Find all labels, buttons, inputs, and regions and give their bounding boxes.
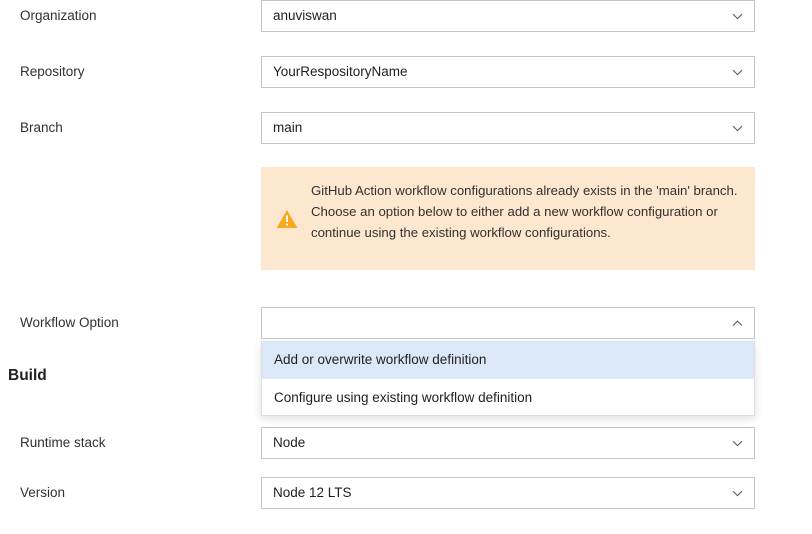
- chevron-down-icon[interactable]: [730, 1, 744, 31]
- form-row-version: [0, 477, 812, 509]
- label-version: Version: [20, 485, 66, 500]
- workflow-option-dropdown[interactable]: [261, 307, 755, 339]
- chevron-down-icon[interactable]: [730, 478, 744, 508]
- version-value: Node 12 LTS: [273, 485, 352, 500]
- branch-value: main: [273, 120, 303, 135]
- branch-dropdown[interactable]: [261, 112, 755, 144]
- form-row-runtime-stack: [0, 427, 812, 459]
- dropdown-option-add-or-overwrite[interactable]: Add or overwrite workflow definition: [262, 341, 754, 378]
- label-runtime-stack: Runtime stack: [20, 435, 106, 450]
- runtime-stack-value: Node: [273, 435, 306, 450]
- label-organization: Organization: [20, 8, 97, 23]
- chevron-up-icon[interactable]: [730, 308, 744, 338]
- workflow-option-dropdown-list: [261, 341, 755, 416]
- organization-value: anuviswan: [273, 8, 337, 23]
- label-branch: Branch: [20, 120, 63, 135]
- form-row-repository: [0, 56, 812, 88]
- chevron-down-icon[interactable]: [730, 57, 744, 87]
- form-row-branch: [0, 112, 812, 144]
- section-heading-build: Build: [8, 367, 47, 384]
- form-row-organization: [0, 0, 812, 32]
- warning-message-text: GitHub Action workflow configurations already exists in the 'main' branch. Choose an option below to either add a new workflow configuration or continue using the existing workflow configurations.: [311, 183, 738, 240]
- repository-value: YourRespositoryName: [273, 64, 408, 79]
- dropdown-option-configure-existing[interactable]: Configure using existing workflow definition: [262, 378, 754, 415]
- warning-message-bar: [261, 167, 755, 270]
- repository-dropdown[interactable]: [261, 56, 755, 88]
- label-repository: Repository: [20, 64, 85, 79]
- version-dropdown[interactable]: [261, 477, 755, 509]
- runtime-stack-dropdown[interactable]: [261, 427, 755, 459]
- chevron-down-icon[interactable]: [730, 428, 744, 458]
- chevron-down-icon[interactable]: [730, 113, 744, 143]
- organization-dropdown[interactable]: [261, 0, 755, 32]
- label-workflow-option: Workflow Option: [20, 315, 119, 330]
- warning-icon: [276, 209, 298, 229]
